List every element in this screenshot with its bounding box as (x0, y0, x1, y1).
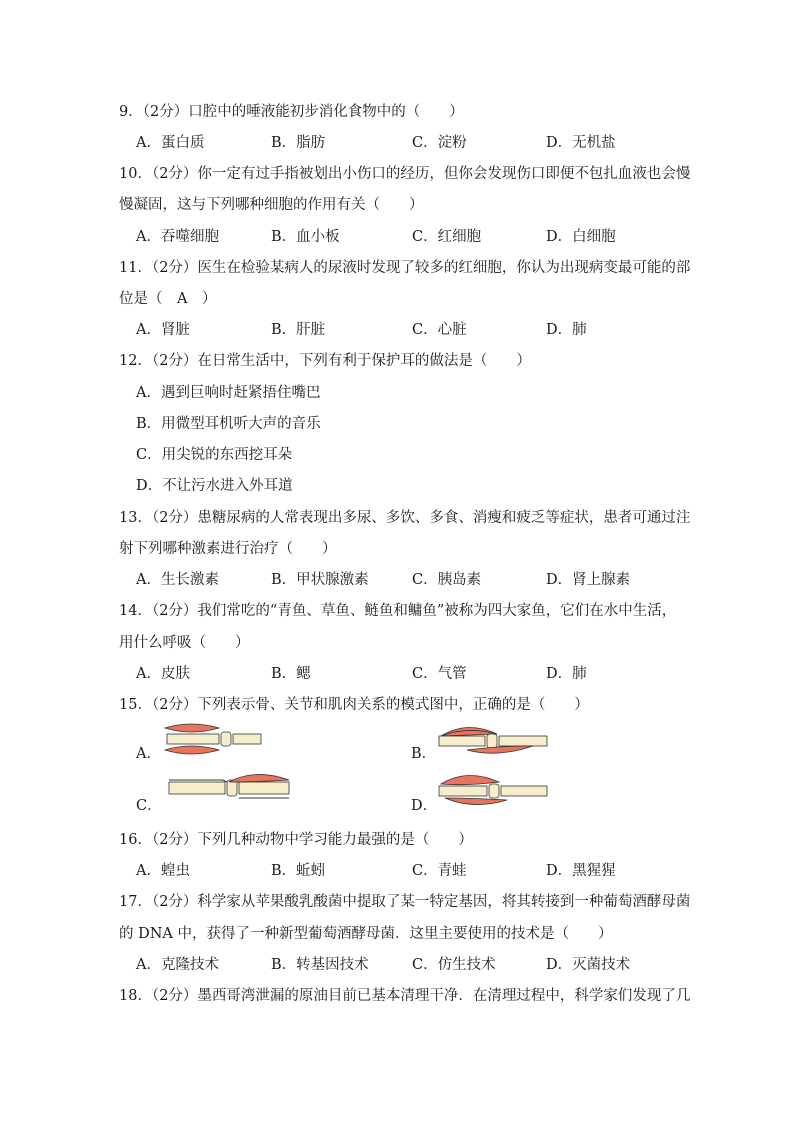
question-14-stem: 14．（2分）我们常吃的“青鱼、草鱼、鲢鱼和鳙鱼”被称为四大家鱼，它们在水中生活， (119, 603, 677, 619)
option-d[interactable]: D．白细胞 (546, 229, 616, 245)
option-c[interactable]: C．气管 (412, 666, 467, 682)
option-d[interactable]: D．肺 (546, 666, 587, 682)
option-a[interactable]: A．蝗虫 (136, 863, 190, 879)
question-10-stem: 10．（2分）你一定有过手指被划出小伤口的经历，但你会发现伤口即便不包扎血液也会慢 (119, 166, 691, 182)
question-10-options (136, 227, 696, 247)
option-c[interactable]: C．仿生技术 (412, 957, 496, 973)
option-b[interactable]: B．肝脏 (271, 322, 326, 338)
question-9-stem: 9．（2分）口腔中的唾液能初步消化食物中的（ ） (119, 104, 464, 120)
question-11-stem-cont: 位是（ A ） (119, 291, 217, 307)
question-17-stem-cont: 的 DNA 中，获得了一种新型葡萄酒酵母菌．这里主要使用的技术是（ ） (119, 926, 613, 942)
figure-label-a[interactable]: A． (136, 746, 161, 762)
muscle-bone-diagram-c[interactable] (167, 772, 291, 808)
figure-label-c[interactable]: C． (136, 798, 162, 814)
option-a[interactable]: A．吞噬细胞 (136, 229, 219, 245)
option-c[interactable]: C．胰岛素 (412, 572, 482, 588)
question-16-stem: 16．（2分）下列几种动物中学习能力最强的是（ ） (119, 832, 473, 848)
muscle-bone-diagram-d[interactable] (437, 772, 551, 810)
question-14-options (136, 664, 696, 684)
option-c[interactable]: C．用尖锐的东西挖耳朵 (136, 447, 293, 463)
muscle-bone-diagram-a[interactable] (163, 722, 263, 756)
muscle-bone-diagram-b[interactable] (437, 722, 549, 758)
option-c[interactable]: C．红细胞 (412, 229, 482, 245)
option-b[interactable]: B．用微型耳机听大声的音乐 (136, 416, 321, 432)
question-13-stem-cont: 射下列哪种激素进行治疗（ ） (119, 541, 337, 557)
option-d[interactable]: D．灭菌技术 (546, 957, 631, 973)
option-a[interactable]: A．肾脏 (136, 322, 190, 338)
option-c[interactable]: C．心脏 (412, 322, 467, 338)
question-12-stem: 12．（2分）在日常生活中，下列有利于保护耳的做法是（ ） (119, 353, 531, 369)
figure-label-b[interactable]: B． (411, 746, 437, 762)
option-a[interactable]: A．皮肤 (136, 666, 190, 682)
question-13-options (136, 570, 696, 590)
question-17-options (136, 955, 696, 975)
option-b[interactable]: B．蚯蚓 (271, 863, 326, 879)
option-d[interactable]: D．无机盐 (546, 135, 616, 151)
question-15-stem: 15．（2分）下列表示骨、关节和肌肉关系的模式图中，正确的是（ ） (119, 697, 589, 713)
option-b[interactable]: B．甲状腺激素 (271, 572, 369, 588)
figure-label-d[interactable]: D． (411, 798, 438, 814)
option-d[interactable]: D．肾上腺素 (546, 572, 631, 588)
question-10-stem-cont: 慢凝固，这与下列哪种细胞的作用有关（ ） (119, 197, 424, 213)
option-b[interactable]: B．转基因技术 (271, 957, 369, 973)
option-c[interactable]: C．青蛙 (412, 863, 467, 879)
option-b[interactable]: B．脂肪 (271, 135, 326, 151)
option-a[interactable]: A．蛋白质 (136, 135, 205, 151)
option-c[interactable]: C．淀粉 (412, 135, 467, 151)
question-11-options (136, 320, 696, 340)
question-11-stem: 11．（2分）医生在检验某病人的尿液时发现了较多的红细胞，你认为出现病变最可能的部 (119, 260, 691, 276)
question-17-stem: 17．（2分）科学家从苹果酸乳酸菌中提取了某一特定基因，将其转接到一种葡萄酒酵母菌 (119, 894, 691, 910)
option-a[interactable]: A．生长激素 (136, 572, 219, 588)
question-13-stem: 13．（2分）患糖尿病的人常表现出多尿、多饮、多食、消瘦和疲乏等症状，患者可通过注 (119, 510, 691, 526)
question-18-stem: 18．（2分）墨西哥湾泄漏的原油目前已基本清理干净．在清理过程中，科学家们发现了几 (119, 988, 691, 1004)
option-a[interactable]: A．遇到巨响时赶紧捂住嘴巴 (136, 385, 321, 401)
option-d[interactable]: D．黑猩猩 (546, 863, 616, 879)
option-b[interactable]: B．鳃 (271, 666, 311, 682)
option-a[interactable]: A．克隆技术 (136, 957, 219, 973)
option-d[interactable]: D．肺 (546, 322, 587, 338)
option-b[interactable]: B．血小板 (271, 229, 340, 245)
question-16-options (136, 861, 696, 881)
question-14-stem-cont: 用什么呼吸（ ） (119, 635, 250, 651)
question-9-options (136, 133, 696, 153)
option-d[interactable]: D．不让污水进入外耳道 (136, 478, 293, 494)
